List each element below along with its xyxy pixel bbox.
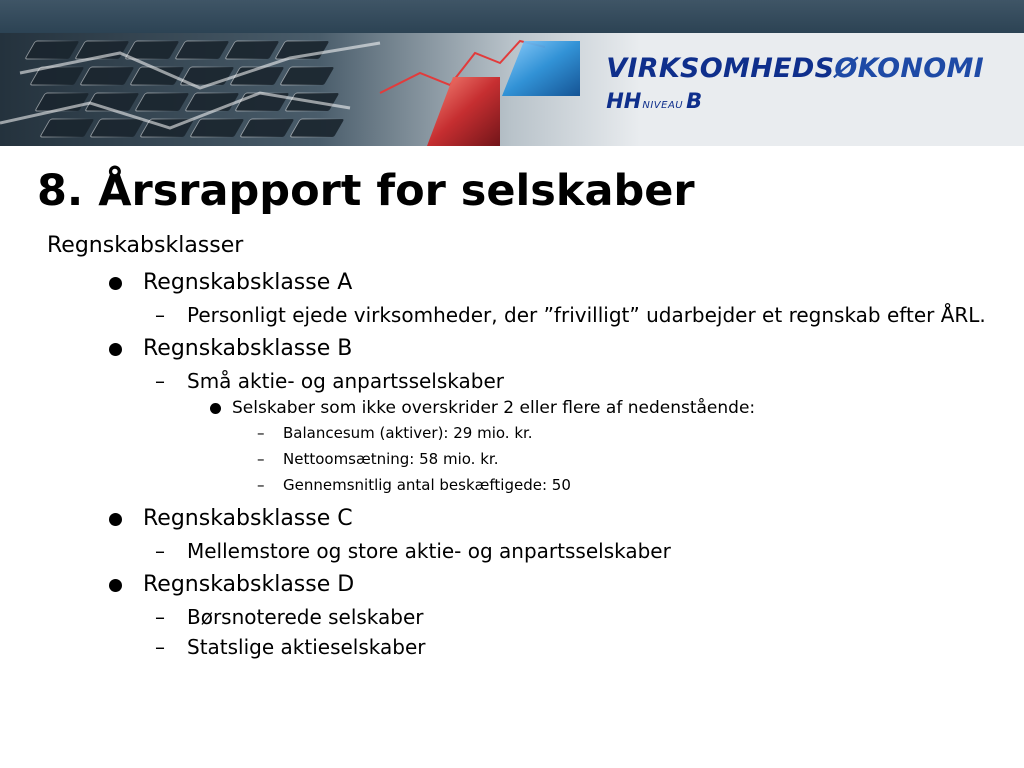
dash-marker: – bbox=[155, 605, 165, 629]
slide-body bbox=[47, 230, 1007, 660]
dash-marker: – bbox=[257, 424, 265, 442]
bullet-item-class-a: Regnskabsklasse A bbox=[47, 268, 1007, 298]
logo-title: VIRKSOMHEDSØKONOMI bbox=[606, 53, 984, 84]
bullet-dot-icon bbox=[109, 277, 122, 290]
bullet-item-class-c: Regnskabsklasse C bbox=[47, 504, 1007, 534]
criteria-item: – Balancesum (aktiver): 29 mio. kr. bbox=[47, 420, 1007, 446]
bullet-dot-icon bbox=[109, 513, 122, 526]
section-heading: Regnskabsklasser bbox=[47, 233, 244, 258]
criteria-item: – Gennemsnitlig antal beskæftigede: 50 bbox=[47, 472, 1007, 498]
logo-level: HHNIVEAU B bbox=[606, 89, 703, 113]
course-logo bbox=[606, 54, 984, 121]
sub-item: – Børsnoterede selskaber bbox=[155, 605, 424, 629]
bullet-dot-icon bbox=[210, 403, 221, 414]
dash-marker: – bbox=[155, 539, 165, 563]
sub-item: – Mellemstore og store aktie- og anpartsselskaber bbox=[155, 539, 671, 563]
banner-top-bar bbox=[0, 0, 1024, 33]
criteria-item: – Nettoomsætning: 58 mio. kr. bbox=[47, 446, 1007, 472]
sub-item: – Små aktie- og anpartsselskaber bbox=[155, 369, 504, 393]
dash-marker: – bbox=[257, 450, 265, 468]
bullet-item-class-d: Regnskabsklasse D bbox=[47, 570, 1007, 600]
header-banner bbox=[0, 0, 1024, 146]
keyboard-chart-banner-image bbox=[0, 33, 640, 146]
nested-bullet-item: Selskaber som ikke overskrider 2 eller flere af nedenstående: bbox=[47, 396, 1007, 420]
bullet-dot-icon bbox=[109, 579, 122, 592]
dash-marker: – bbox=[155, 303, 165, 327]
slide-title: 8. Årsrapport for selskaber bbox=[37, 166, 695, 216]
sub-item: – Personligt ejede virksomheder, der ”frivilligt” udarbejder et regnskab efter ÅRL. bbox=[155, 303, 986, 327]
dash-marker: – bbox=[155, 635, 165, 659]
bullet-dot-icon bbox=[109, 343, 122, 356]
sub-item: – Statslige aktieselskaber bbox=[155, 635, 426, 659]
bullet-item-class-b: Regnskabsklasse B bbox=[47, 334, 1007, 364]
dash-marker: – bbox=[257, 476, 265, 494]
dash-marker: – bbox=[155, 369, 165, 393]
